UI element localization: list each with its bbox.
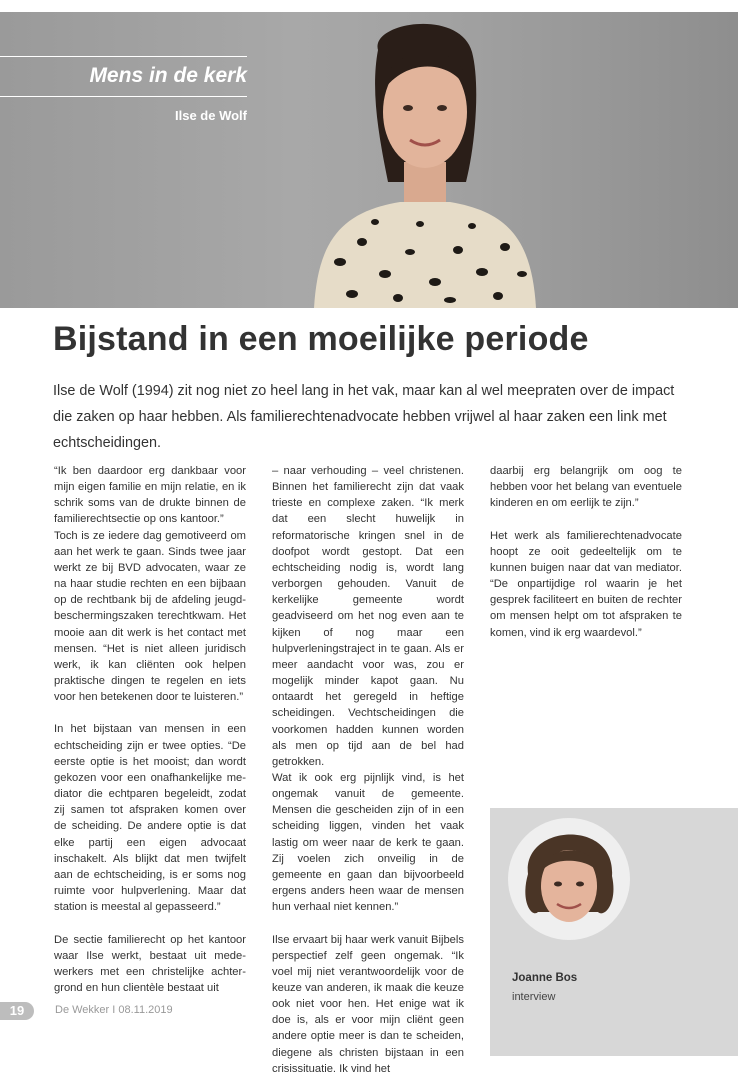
byline: Ilse de Wolf: [175, 108, 247, 123]
hero-rule-bottom: [0, 96, 247, 97]
paragraph: “Ik ben daardoor erg dankbaar voor mijn eigen familie en mijn relatie, en ik schrik soms van de drukte binnen de familierechtsectie op ons kantoor.”: [54, 465, 246, 526]
paragraph: Het werk als familierechtenadvocate hoopt ze ooit gedeeltelijk om te kunnen buigen naar dat van mediator. “De onpartijdige rol waarin je het gesprek faciliteert en buiten de rechter om mensen helpt om tot afspraken te komen, vind ik erg waardevol.”: [490, 529, 682, 639]
author-sidebar: [490, 808, 738, 1056]
article-headline: Bijstand in een moeilijke periode: [53, 320, 589, 358]
interviewer-name: Joanne Bos: [512, 972, 578, 984]
paragraph: daarbij erg belangrijk om oog te hebben voor het belang van eventuele kinderen en om eerlijk te zijn.”: [490, 465, 682, 510]
paragraph: De sectie familierecht op het kantoor waar Ilse werkt, bestaat uit medewerkers met een christelijke achtergrond en hun clientèle bestaat uit: [54, 933, 246, 994]
hero-banner: [0, 12, 738, 308]
paragraph: – naar verhouding – veel christenen. Binnen het familierecht zijn dat vaak trieste en complexe zaken. “Ik merk dat een slecht huwelijk in reformatorische kringen snel in de doofpot wordt gestopt. Dat een echtscheiding nodig is, wordt lang verborgen gehouden. Vanuit de kerkelijke gemeente wordt geadviseerd om het nog even aan te kijken of nog maar een hulpverleningstraject in te gaan. Als er meer aandacht voor was, zou er mogelijk minder kapot gaan. Nu ontaardt het geregeld in heftige scheidingen. Vechtscheidingen die voorkomen hadden kunnen worden als men op tijd aan de bel had getrokken.: [272, 465, 464, 768]
interviewer-photo: [508, 814, 630, 944]
article-column-2: [272, 463, 464, 1077]
paragraph: Toch is ze iedere dag gemotiveerd om aan het werk te gaan. Sinds twee jaar werkt ze bij BVD advocaten, waar ze na haar studie rechten en een bijbaan op de rechtbank bij de afdeling jeugdbeschermingszaken terechtkwam. Het mooie aan dit werk is het contact met mensen. “Het is niet alleen juridisch werk, ik kan cliënten ook helpen praktische dingen te regelen en iets voor hen betekenen door te luisteren.”: [54, 529, 246, 704]
hero-rule-top: [0, 56, 247, 57]
article-lede: Ilse de Wolf (1994) zit nog niet zo heel lang in het vak, maar kan al wel meepraten over de impact die zaken op haar hebben. Als familierechtenadvocate hebben vrijwel al haar zaken een link met echtscheidingen.: [53, 383, 675, 451]
page-number: 19: [0, 1002, 34, 1020]
section-kicker: Mens in de kerk: [89, 64, 247, 87]
paragraph: Wat ik ook erg pijnlijk vind, is het ongemak vanuit de gemeente. Mensen die gescheiden zijn of in een scheiding liggen, vinden het vaak lastig om weer naar de kerk te gaan. Zij voelen zich onveilig in de gemeente en gaan dan bijvoorbeeld ergens anders heen waar de mensen hun verhaal niet kennen.”: [272, 771, 464, 914]
paragraph: Ilse ervaart bij haar werk vanuit Bijbels perspectief zelf geen ongemak. “Ik voel mij niet verantwoordelijk voor de keuze van anderen, ik maak die keuze ook niet voor hen. Het enige wat ik doe is, als er voor mijn cliënt geen andere optie meer is dan te scheiden, diegene als christen bijstaan in een crisissituatie. Ik vind het: [272, 933, 464, 1075]
interviewer-role: interview: [512, 991, 556, 1003]
publication-footer: De Wekker I 08.11.2019: [55, 1004, 173, 1016]
article-column-1: [54, 463, 246, 996]
portrait-photo: [300, 12, 540, 308]
paragraph: In het bijstaan van mensen in een echtscheiding zijn er twee opties. “De eerste optie is het mooist; dan wordt gekozen voor een onafhankelijke mediator die echtparen begeleidt, zodat zij samen tot afspraken komen over de scheiding. De andere optie is dat elke partij een eigen advocaat inschakelt. Als blijkt dat men twijfelt aan de echtscheiding, is er soms nog ruimte voor hulpverlening. Maar dat station is meestal al gepasseerd.”: [54, 723, 246, 914]
article-column-3: [490, 463, 682, 641]
